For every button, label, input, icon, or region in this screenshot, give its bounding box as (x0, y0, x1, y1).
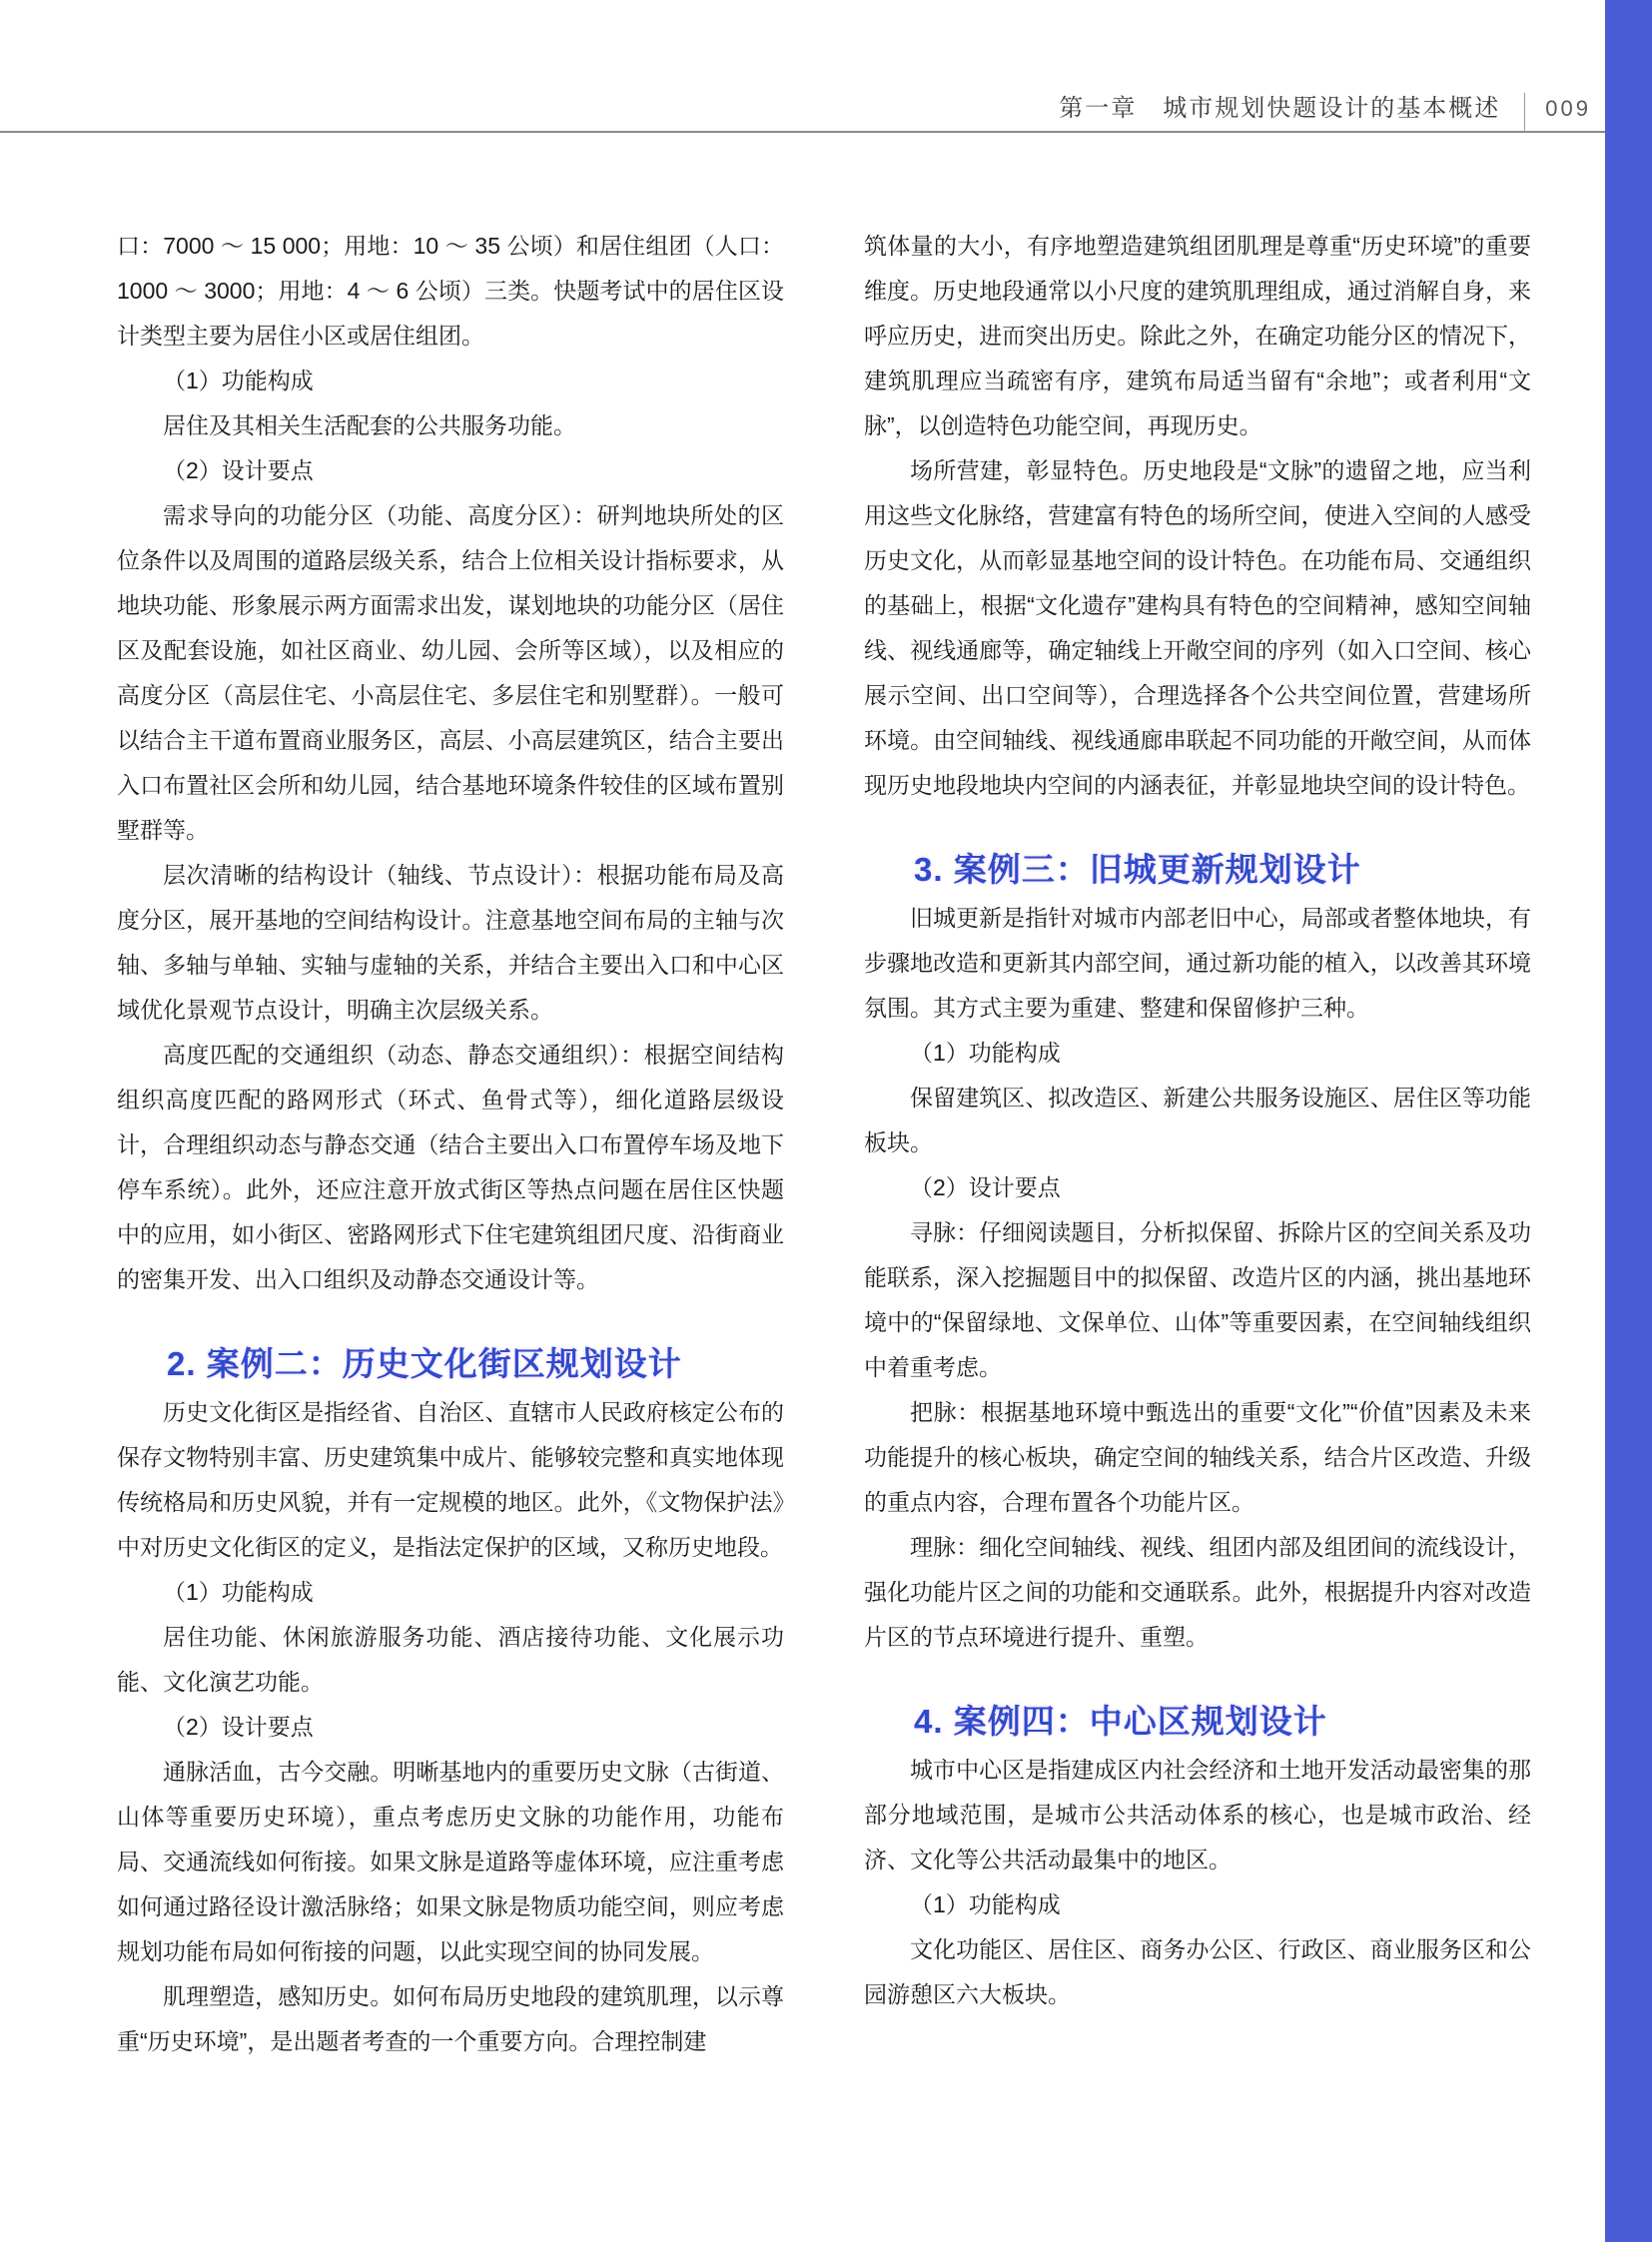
paragraph: 场所营建，彰显特色。历史地段是“文脉”的遗留之地，应当利用这些文化脉络，营建富有特色的场所空间，使进入空间的人感受历史文化，从而彰显基地空间的设计特色。在功能布局、交通组织的基础上，根据“文化遗存”建构具有特色的空间精神，感知空间轴线、视线通廊等，确定轴线上开敞空间的序列（如入口空间、核心展示空间、出口空间等），合理选择各个公共空间位置，营建场所环境。由空间轴线、视线通廊串联起不同功能的开敞空间，从而体现历史地段地块内空间的内涵表征，并彰显地块空间的设计特色。 (864, 457, 1531, 798)
paragraph: 文化功能区、居住区、商务办公区、行政区、商业服务区和公园游憩区六大板块。 (864, 1936, 1531, 2007)
paragraph: 理脉：细化空间轴线、视线、组团内部及组团间的流线设计，强化功能片区之间的功能和交通联系。此外，根据提升内容对改造片区的节点环境进行提升、重塑。 (864, 1534, 1531, 1650)
paragraph: 历史文化街区是指经省、自治区、直辖市人民政府核定公布的保存文物特别丰富、历史建筑集中成片、能够较完整和真实地体现传统格局和历史风貌，并有一定规模的地区。此外，《文物保护法》中对历史文化街区的定义，是指法定保护的区域，又称历史地段。 (117, 1399, 784, 1560)
case-section-heading: 4. 案例四：中心区规划设计 (914, 1703, 1327, 1740)
paragraph: 保留建筑区、拟改造区、新建公共服务设施区、居住区等功能板块。 (864, 1085, 1531, 1155)
paragraph: 需求导向的功能分区（功能、高度分区）：研判地块所处的区位条件以及周围的道路层级关系，结合上位相关设计指标要求，从地块功能、形象展示两方面需求出发，谋划地块的功能分区（居住区及配套设施，如社区商业、幼儿园、会所等区域），以及相应的高度分区（高层住宅、小高层住宅、多层住宅和别墅群）。一般可以结合主干道布置商业服务区，高层、小高层建筑区，结合主要出入口布置社区会所和幼儿园，结合基地环境条件较佳的区域布置别墅群等。 (117, 502, 784, 843)
paragraph-continued: 口：7000 ～ 15 000；用地：10 ～ 35 公顷）和居住组团（人口：1000 ～ 3000；用地：4 ～ 6 公顷）三类。快题考试中的居住区设计类型主要为居住小区或居住组团。 (117, 233, 784, 349)
paragraph: （1）功能构成 (163, 1579, 314, 1605)
paragraph: 把脉：根据基地环境中甄选出的重要“文化”“价值”因素及未来功能提升的核心板块，确定空间的轴线关系，结合片区改造、升级的重点内容，合理布置各个功能片区。 (864, 1399, 1531, 1515)
paragraph: （2）设计要点 (163, 1714, 314, 1740)
paragraph: 寻脉：仔细阅读题目，分析拟保留、拆除片区的空间关系及功能联系，深入挖掘题目中的拟保留、改造片区的内涵，挑出基地环境中的“保留绿地、文保单位、山体”等重要因素，在空间轴线组织中着重考虑。 (864, 1219, 1531, 1380)
paragraph: 层次清晰的结构设计（轴线、节点设计）：根据功能布局及高度分区，展开基地的空间结构设计。注意基地空间布局的主轴与次轴、多轴与单轴、实轴与虚轴的关系，并结合主要出入口和中心区域优化景观节点设计，明确主次层级关系。 (117, 862, 784, 1023)
page-edge-band (1605, 0, 1652, 2242)
case-section-heading: 3. 案例三：旧城更新规划设计 (914, 851, 1361, 888)
text-column-left (117, 224, 784, 2064)
paragraph: （2）设计要点 (163, 457, 314, 483)
page-number: 009 (1545, 96, 1591, 121)
paragraph-continued: 筑体量的大小，有序地塑造建筑组团肌理是尊重“历史环境”的重要维度。历史地段通常以小尺度的建筑肌理组成，通过消解自身，来呼应历史，进而突出历史。除此之外，在确定功能分区的情况下，建筑肌理应当疏密有序，建筑布局适当留有“余地”；或者利用“文脉”，以创造特色功能空间，再现历史。 (864, 233, 1531, 438)
header-divider (1524, 93, 1525, 131)
paragraph: 高度匹配的交通组织（动态、静态交通组织）：根据空间结构组织高度匹配的路网形式（环式、鱼骨式等），细化道路层级设计，合理组织动态与静态交通（结合主要出入口布置停车场及地下停车系统）。此外，还应注意开放式街区等热点问题在居住区快题中的应用，如小街区、密路网形式下住宅建筑组团尺度、沿街商业的密集开发、出入口组织及动静态交通设计等。 (117, 1042, 784, 1292)
text-column-right (864, 224, 1531, 2017)
paragraph: （1）功能构成 (910, 1040, 1061, 1066)
paragraph: （2）设计要点 (910, 1174, 1061, 1200)
chapter-title: 城市规划快题设计的基本概述 (1163, 95, 1501, 122)
case-section-heading: 2. 案例二：历史文化街区规划设计 (167, 1345, 682, 1382)
paragraph: 居住功能、休闲旅游服务功能、酒店接待功能、文化展示功能、文化演艺功能。 (117, 1624, 784, 1695)
chapter-label: 第一章 (1059, 95, 1138, 122)
paragraph: 旧城更新是指针对城市内部老旧中心，局部或者整体地块，有步骤地改造和更新其内部空间，通过新功能的植入，以改善其环境氛围。其方式主要为重建、整建和保留修护三种。 (864, 905, 1531, 1021)
paragraph: （1）功能构成 (163, 368, 314, 393)
paragraph: 通脉活血，古今交融。明晰基地内的重要历史文脉（古街道、山体等重要历史环境），重点考虑历史文脉的功能作用，功能布局、交通流线如何衔接。如果文脉是道路等虚体环境，应注重考虑如何通过路径设计激活脉络；如果文脉是物质功能空间，则应考虑规划功能布局如何衔接的问题，以此实现空间的协同发展。 (117, 1759, 784, 1964)
paragraph: 居住及其相关生活配套的公共服务功能。 (163, 412, 576, 438)
running-header (0, 0, 1605, 133)
paragraph: 城市中心区是指建成区内社会经济和土地开发活动最密集的那部分地域范围，是城市公共活动体系的核心，也是城市政治、经济、文化等公共活动最集中的地区。 (864, 1757, 1531, 1872)
paragraph: 肌理塑造，感知历史。如何布局历史地段的建筑肌理，以示尊重“历史环境”，是出题者考查的一个重要方向。合理控制建 (117, 1983, 784, 2054)
paragraph: （1）功能构成 (910, 1891, 1061, 1917)
